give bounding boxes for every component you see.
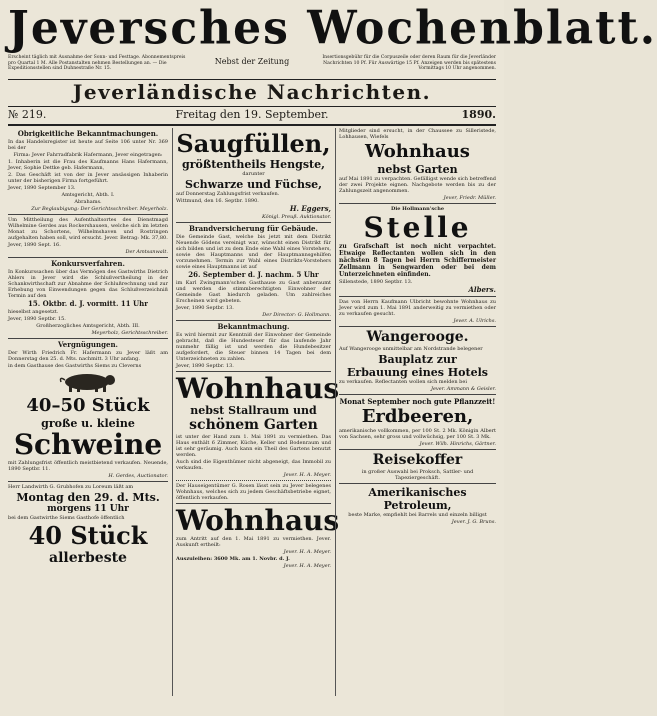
supplement-title: Jeverländische Nachrichten. [8,79,496,107]
columns [8,128,496,696]
ad-headline: größtentheils Hengste, [182,158,325,171]
masthead-middle: Nebst der Zeitung [214,57,290,66]
notice-text: in dem Gasthause des Gastwirths Siems zu Cleverns [8,363,142,369]
divider [339,326,496,327]
ad-headline: 40–50 Stück [26,395,150,416]
divider [8,338,168,339]
notice-authority: Amtsgericht, Abth. I. [61,192,115,198]
divider [8,481,168,482]
divider [339,203,496,204]
subscription-note: Erscheint täglich mit Ausnahme der Sonn- und Festtage. Abonnementspreis pro Quartal 1 M. Alle Postanstalten nehmen Bestellungen an. — Die Expeditionsstellen sind Duhnestraße Nr. 15. [8,55,186,72]
pig-woodcut-icon [53,371,123,393]
section-heading: Vergnügungen. [58,340,118,349]
divider [339,483,496,484]
divider [176,320,331,321]
ad-text: Auch sind die Eigenthümer nicht abgeneigt, das Immobil zu verkaufen. [176,459,331,471]
ad-headline: 40 Stück [28,521,148,550]
ad-time: morgens 11 Uhr [47,504,129,514]
notice-authority: Großherzogliches Amtsgericht, Abth. III. [36,323,140,329]
notice-text: Firma: Jever Fahrradfabrik Hafermann, Jever eingetragen: [13,152,163,158]
divider [339,449,496,450]
column-left [8,128,168,696]
ad-headline: Wohnhaus [365,141,470,162]
notice-date: Jever, 1890 September 13. [8,185,76,191]
ad-signature: Jever. J. G. Bruns. [451,519,496,525]
ad-headline: Wohnhaus [176,504,340,537]
ad-text: Das von Herrn Kaufmann Ulbricht bewohnte Wohnhaus zu Jever wird zum 1. Mai 1891 anderweitig zu vermiethen oder zu verkaufen gesucht. [339,299,496,317]
notice-text: Um Mittheilung des Aufenthaltsortes des Dienstmagd Wilhelmine Gerdes aus Rockershausen, welche sich im letzten Monat zu Schortens, Wilhelmshaven und Rostringen aufgehalten haben soll, wird ersucht. Jever. Betrag: Mk. 37,80. [8,217,168,241]
divider [339,394,496,395]
ad-headline: Saugfüllen, [176,129,331,158]
ad-date: Wittmund, den 16. Septbr. 1890. [176,198,259,204]
masthead-title: Jeversches Wochenblatt. [8,1,657,56]
notice-text: hieselbst angesetzt. [8,309,59,315]
notice-term: 15. Oktbr. d. J. vormitt. 11 Uhr [28,299,148,308]
ad-text: amerikanische vollkommen, per 100 St. 2 Mk. Königin Albert von Sachsen, sehr gross und vollwüchsig, per 100 St. 3 Mk. [339,428,496,440]
notice-text: Mitglieder sind ersucht, in der Chaussee zu Silleristede, Lohhausen, Wiefels [339,128,496,140]
masthead-subrow [8,55,496,79]
ad-headline: schönem Garten [189,417,318,433]
ad-headline: Monat September noch gute Pflanzzeit! [339,397,496,406]
section-heading: Obrigkeitliche Bekanntmachungen. [17,129,159,138]
notice-date: Jever, 1890 Septbr. 15. [8,316,66,322]
ad-headline: Reisekoffer [372,452,463,468]
ad-text: in großer Auswahl bei Proksch, Sattler- und Tapeziergeschäft. [361,469,474,481]
issue-date: Freitag den 19. September. [175,108,329,121]
notice-text: In das Handelsregister ist heute auf Seite 106 unter Nr. 369 bei der [8,139,168,151]
divider [8,257,168,258]
ad-text: auf Donnerstag Zahlungsfrist verkaufen. [176,191,280,197]
ad-text: zu Grafschaft ist noch nicht verpachtet. Etwaige Reflectanten wollen sich in den nächsten 8 Tagen bei Herrn Schiffermeister Zellmann in Sengwarden oder bei dem Unterzeichneten einfinden. [339,243,496,278]
ad-headline: allerbeste [49,550,127,566]
ad-headline: große u. kleine [41,417,135,430]
ad-headline: Amerikanisches Petroleum, [368,486,467,512]
notice-text: 2. Das Geschäft ist von der in Jever ansässigen Inhaberin unter der bisherigen Firma fortgeführt. [8,172,168,184]
ad-text: zum Antritt auf den 1. Mai 1891 zu vermiethen. Jever. Auskunft ertheilt: [176,536,331,548]
ad-headline: Schwarze und Füchse, [185,178,322,191]
ad-text: bei dem Gastwirthe Siems Gasthofe öffentlich [8,515,125,521]
ad-text: Auf Wangerooge unmittelbar am Nordstrande belegener [339,346,483,352]
column-right [335,128,496,696]
ad-signature: Jever. Wilh. Hinrichs, Gärtner. [419,441,496,447]
ad-signature: Jever. H. A. Meyer. [283,563,331,569]
notice-signature: Der Director: G. Hollmann. [262,312,331,318]
ad-headline: Bauplatz zur [378,353,457,366]
ad-text: Der Hauseigentümer G. Rosen lässt sein zu Jever belegenes Wohnhaus, welches sich zu jedem Geschäftsbetriebe eignet, öffentlich verkaufen. [176,483,331,501]
ad-headline: nebst Stallraum und [190,404,317,417]
issue-number: № 219. [8,108,47,121]
ad-headline: Wangerooge. [366,329,469,345]
section-heading: Bekanntmachung. [217,322,290,331]
dateline [8,107,496,126]
ad-signature: Jever. H. A. Meyer. [283,472,331,478]
notice-text: Es wird hiermit zur Kenntniß der Einwohner der Gemeinde gebracht, daß die Hundesteuer für das laufende Jahr nunmehr fällig ist und werden die Hundebesitzer aufgefordert, die Steuer binnen 14 Tagen bei dem Unterzeichneten zu zahlen. [176,332,331,362]
section-heading: Brandversicherung für Gebäude. [189,224,318,233]
ad-signature: H. Eggers, [289,204,331,213]
notice-text: im Karl Zwingmann'schen Gasthause zu Gast anberaumt und werden die stimmberechtigten Einwohner der Gemeinde Gast hiedurch geladen. Um zahlreiches Erscheinen wird gebeten. [176,280,331,304]
ad-date: Montag den 29. d. Mts. [16,491,160,504]
ad-signature: Jever. Ammann & Geisler. [430,386,496,392]
ad-headline: Schweine [13,428,163,461]
insertion-note: Insertionsgebühr für die Corpuszeile oder deren Raum für die Jeverländer Nachrichten 10 Pf. Für Auswärtige 15 Pf. Anzeigen werden bis spätestens Vormittags 10 Uhr angenommen. [322,55,496,72]
section-heading: Konkursverfahren. [51,259,125,268]
notice-signature: Meyerholz, Gerichtsschreiber. [91,330,168,336]
ad-text: Herr Landwirth G. Grubhofen zu Loreum läßt am [8,484,134,490]
ad-signature: H. Gerdes, Auctionator. [108,473,168,479]
notice-date: Jever, 1890 Septbr. 13. [176,363,234,369]
ad-signature: Königl. Preuß. Auktionator. [262,214,331,220]
notice-term: 26. September d. J. nachm. 5 Uhr [188,270,319,279]
ad-date: Sillenstede, 1890 Septbr. 13. [339,279,413,285]
notice-date: Jever, 1890 Septbr. 13. [176,305,234,311]
divider [8,214,168,215]
ad-headline: Erbauung eines Hotels [347,366,488,379]
notice-signature: Der Amtsanwalt. [125,249,168,255]
ad-text: darunter [242,171,265,177]
ad-text: beste Marke, empfiehlt bei Barrels und einzeln billigst [348,512,487,518]
ad-signature: Jever. H. A. Meyer. [283,549,331,555]
ad-signature: Jever. A. Ulrichs. [453,318,496,324]
ad-headline: nebst Garten [377,163,458,176]
issue-year: 1890. [461,108,496,121]
ad-headline: Wohnhaus [176,372,340,405]
ad-text: mit Zahlungsfrist öffentlich meistbietend verkaufen. Neuende, 1890 Septbr. 11. [8,460,168,472]
ad-headline: Stelle [363,211,472,244]
ad-kicker: Die Hollmann'sche [390,206,445,212]
divider [339,296,496,297]
column-middle [172,128,340,696]
notice-text: Die Gemeinde Gast, welche bis jetzt mit dem Distrikt Neuende Gödens vereinigt war, wünscht einen Distrikt für sich bilden und ist zu dem Ende eine Wahl eines Vorstehers, sowie des Hauptmanns und der Hauptmannsgehilfen vorzunehmen. Termin zur Wahl eines Distrikts-Vorstehers sowie eines Hauptmanns ist auf [176,234,331,270]
notice-date: Jever, 1890 Sept. 16. [8,242,61,248]
ad-text: zu verkaufen. Reflectanten wollen sich melden bei [339,379,467,385]
notice-text: In Konkurssachen über das Vermögen des Gastwirths Dietrich Ahlers in Jever wird die Schlußvertheilung in der Schankwirthschaft zur Abnahme der Schlußrechnung und zur Erhebung von Einwendungen gegen das Schlußverzeichniß Termin auf den [8,269,168,299]
notice-signature: Abrahams. [74,199,102,205]
divider [176,222,331,223]
ad-signature: Albers. [468,285,496,294]
ad-text: ist unter der Hand zum 1. Mai 1891 zu vermiethen. Das Haus enthält 6 Zimmer, Küche, Keller und Bodenraum und ist sehr geräumig. Auch kann ein Theil des Gartens benutzt werden. [176,434,331,458]
divider [176,480,331,481]
notice-text: Der Wirth Friedrich Fr. Hafermann zu Jever läßt am Donnerstag den 25. d. Mts. nachmitt. 3 Uhr anfang. [8,350,168,362]
ad-text: Auszuleihen: 3600 Mk. am 1. Novbr. d. J. [176,556,290,562]
ad-text: auf Mai 1891 zu verpachten. Gefälligst wende sich betreffend der zwei Projekte eignen. Nachgebote werden bis zu der Zahlungszeit angenommen. [339,176,496,194]
ad-headline: Erdbeeren, [361,406,474,427]
notice-signature: Zur Beglaubigung: Der Gerichtsschreiber. Meyerholz. [31,206,168,212]
notice-text: 1. Inhaberin ist die Frau des Kaufmanns Hans Hafermann, Jever, Sophie Dettke geb. Hafermann, [8,159,168,171]
ad-signature: Jever, Friedr. Müller. [443,195,496,201]
